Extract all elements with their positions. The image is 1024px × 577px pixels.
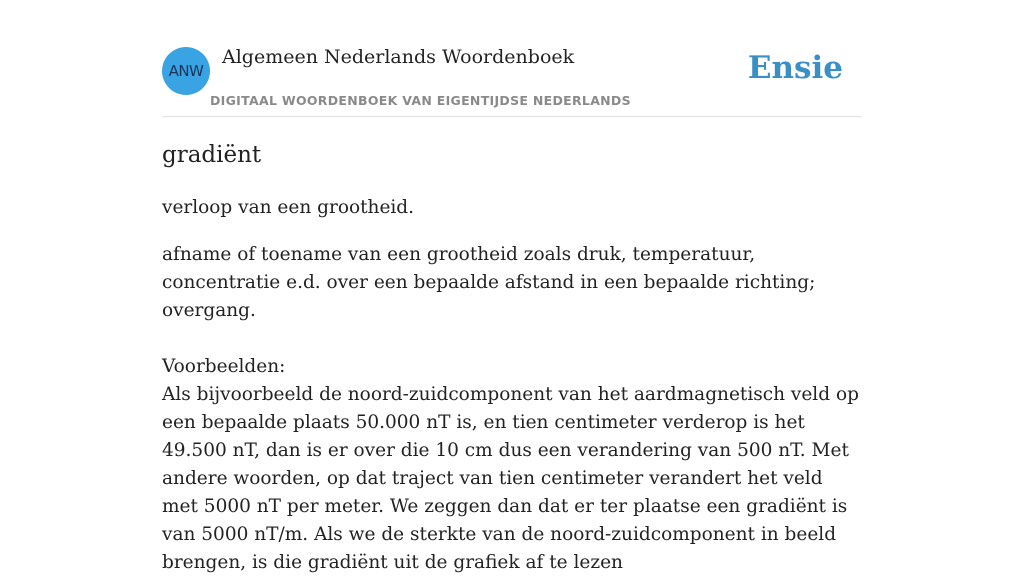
source-title[interactable]: Algemeen Nederlands Woordenboek	[222, 46, 575, 68]
entry-examples	[162, 353, 862, 577]
source-header	[162, 46, 862, 117]
anw-logo[interactable]: ANW	[162, 47, 210, 95]
ensie-logo[interactable]: Ensie	[747, 50, 843, 86]
entry-description: afname of toename van een grootheid zoals druk, temperatuur, concentratie e.d. over een bepaalde afstand in een bepaalde richting; overgang.	[162, 244, 816, 321]
source-subtitle: DIGITAAL WOORDENBOEK VAN EIGENTIJDSE NEDERLANDS	[210, 93, 631, 108]
entry-definition: verloop van een grootheid.	[162, 197, 415, 218]
entry-content	[162, 134, 862, 577]
examples-label: Voorbeelden:	[162, 356, 286, 377]
example-text: Als bijvoorbeeld de noord-zuidcomponent van het aardmagnetisch veld op een bepaalde plaats 50.000 nT is, en tien centimeter verderop is het 49.500 nT, dan is er over die 10 cm dus een verandering van 500 nT. Met andere woorden, op dat traject van tien centimeter verandert het veld met 5000 nT per meter. We zeggen dan dat er ter plaatse een gradiënt is van 5000 nT/m. Als we de sterkte van de noord-zuidcomponent in beeld brengen, is die gradiënt uit de grafiek af te lezen	[162, 384, 859, 573]
entry-term: gradiënt	[162, 142, 262, 168]
